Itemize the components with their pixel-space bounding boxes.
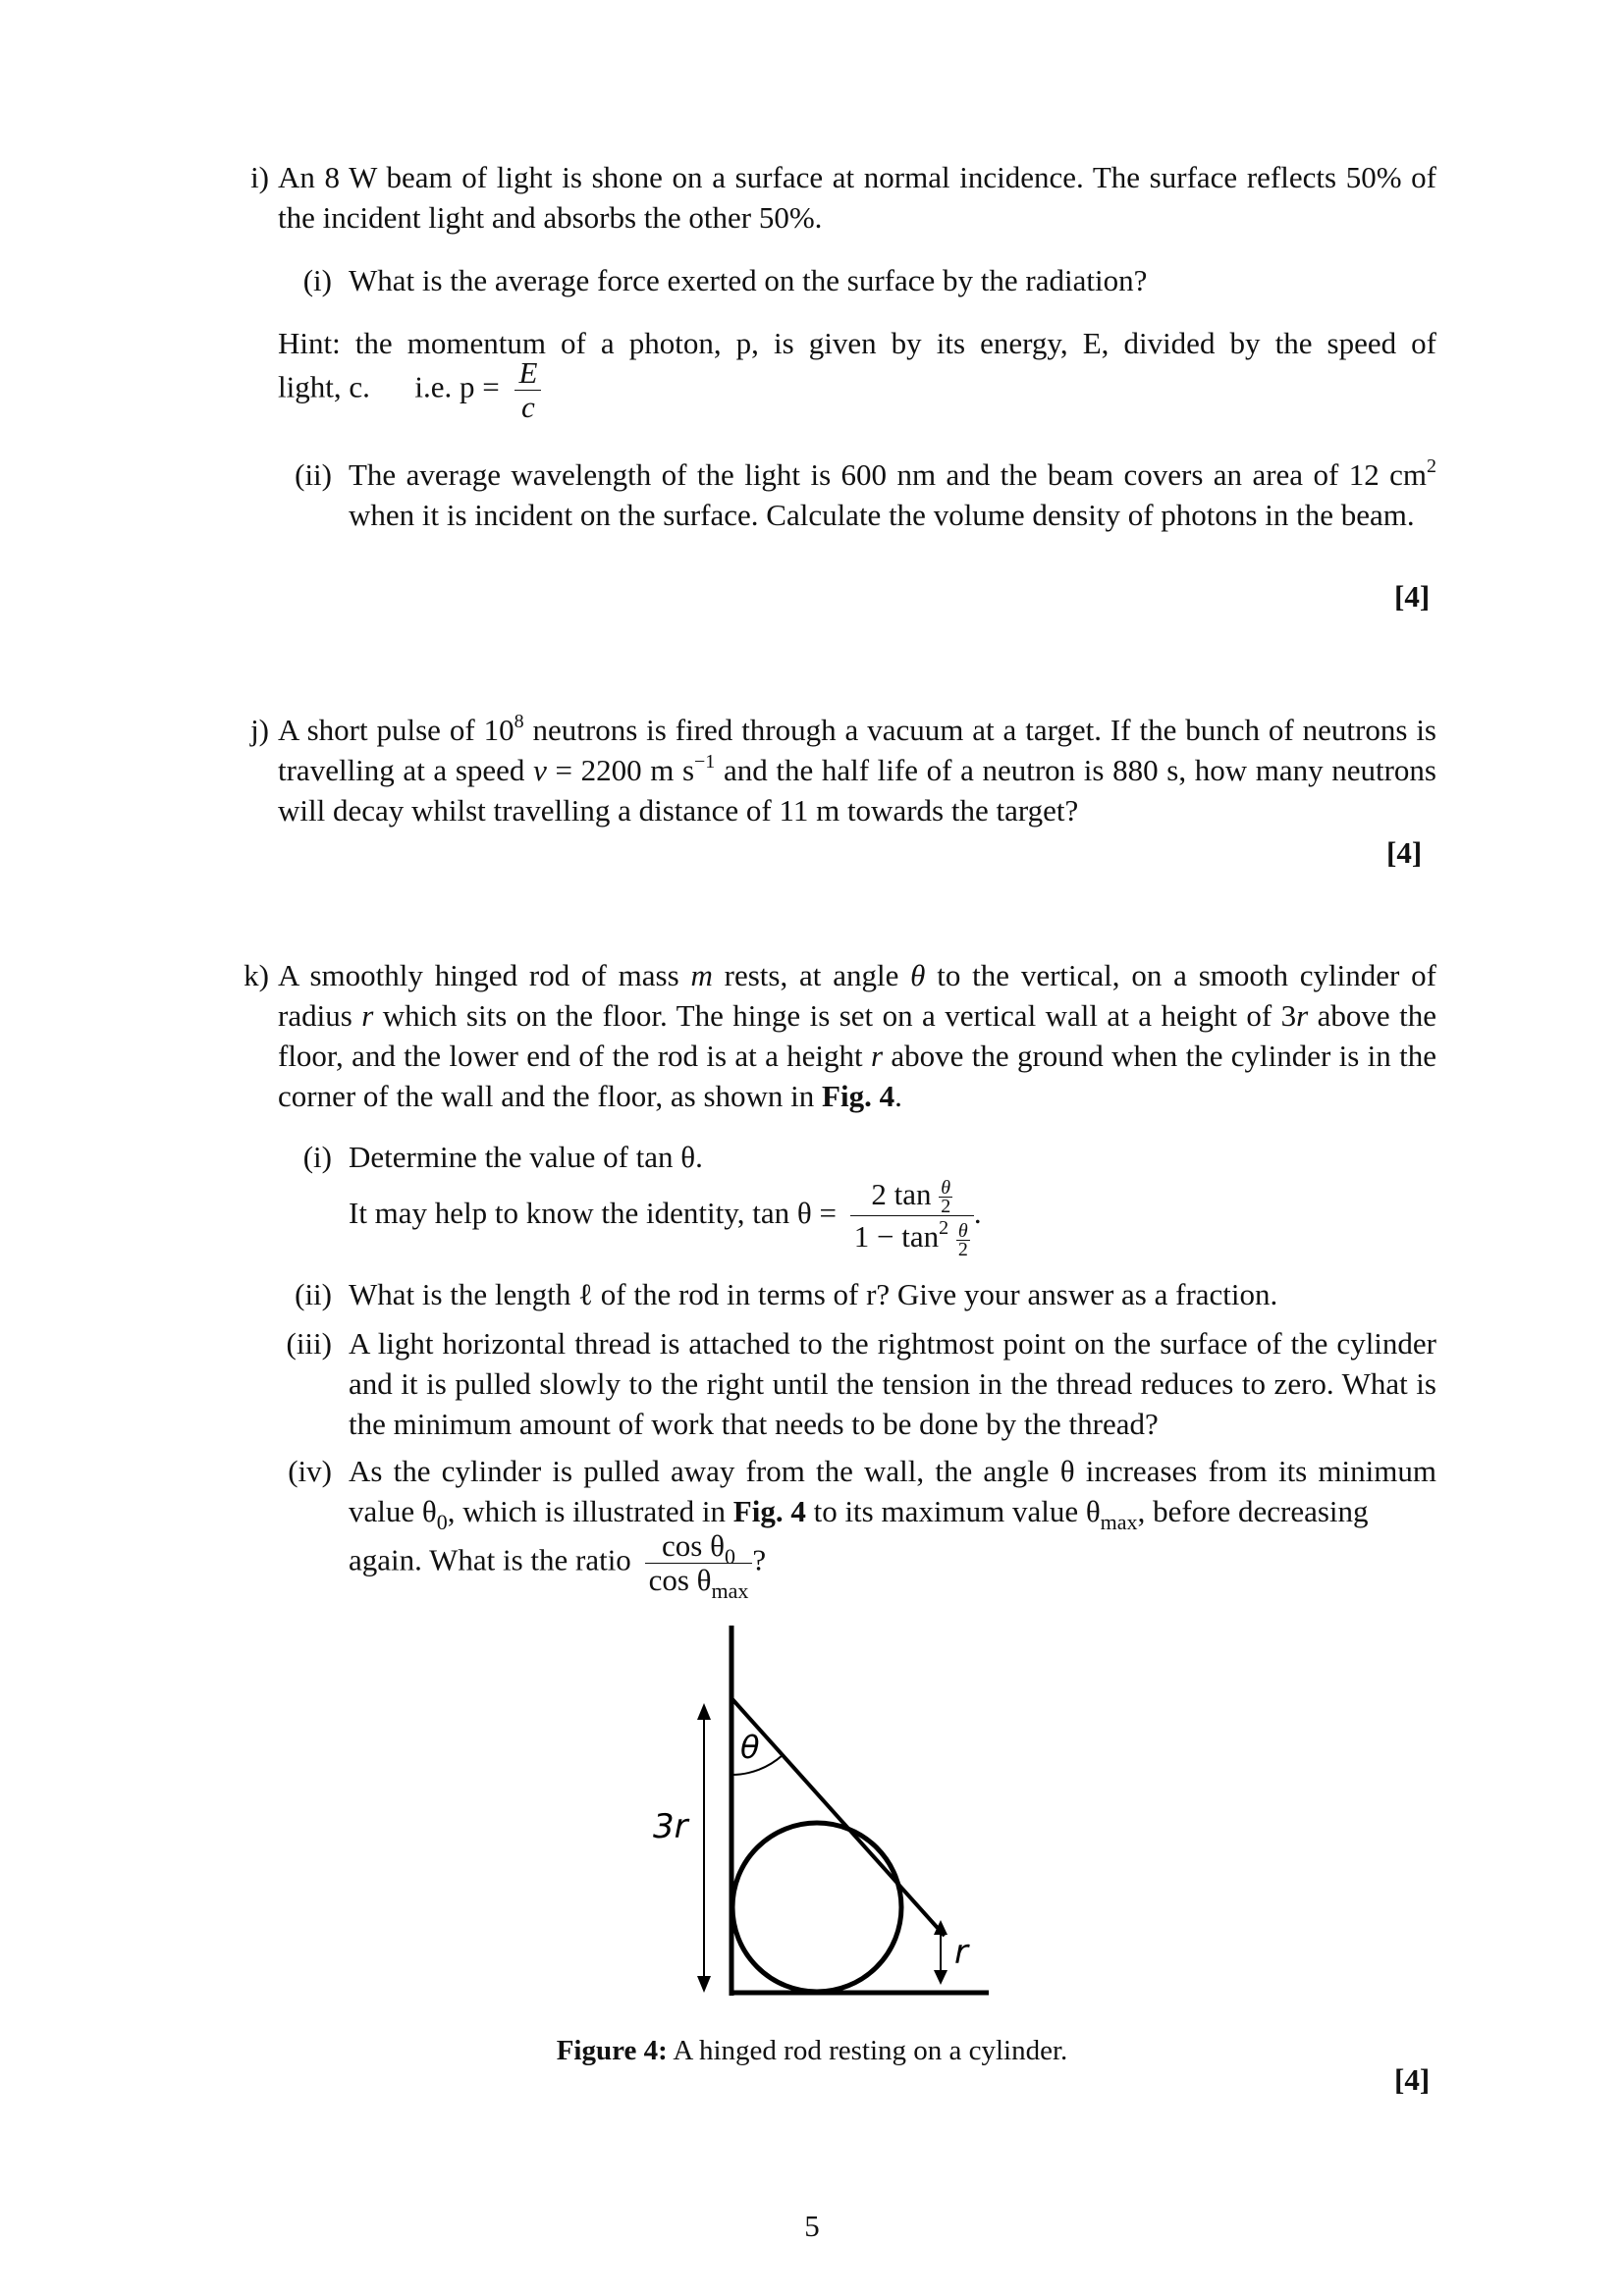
identity-denominator: $1 - \tan^2$ $\frac{\theta}{2}$: [853, 1217, 968, 1260]
question-k-part-ii-label: (ii): [295, 1277, 332, 1311]
question-k-marks: [4]: [1394, 2062, 1431, 2097]
question-j-marks: [4]: [1386, 835, 1423, 870]
question-j-label: j): [250, 713, 269, 747]
figure-label-r: r: [954, 1933, 968, 1972]
qj-sup: 8: [514, 711, 524, 732]
qk-intro-f: above the ground when the cylinder is in the corner of the wall and the floor, as shown in: [278, 1039, 1436, 1113]
part-ii-sup: 2: [1427, 455, 1436, 477]
caption-text: A hinged rod resting on a cylinder.: [673, 2035, 1068, 2066]
question-i-intro: An 8 W beam of light is shone on a surface at normal incidence. The surface reflects 50% of the incident light and absorbs the other 50%.: [278, 160, 1436, 235]
qk-intro-g: .: [894, 1079, 902, 1113]
question-i-part-ii-label: (ii): [295, 457, 332, 492]
qj-text-b: neutrons is fired through a vacuum at a target. If the bunch of neutrons is travelling at a speed: [278, 713, 1436, 787]
qk-p4-b: , which is illustrated in: [447, 1494, 733, 1528]
qk-intro-theta: θ: [910, 958, 926, 992]
question-k-part-iii-text: A light horizontal thread is attached to the rightmost point on the surface of the cylinder and it is pulled slowly to the right until the tension in the thread reduces to zero. What is the minimum amount of work that needs to be done by the thread?: [349, 1326, 1436, 1441]
qj-sup2: −1: [694, 751, 716, 773]
qj-text-a: A short pulse of 10: [278, 713, 514, 747]
hint-fraction-numerator: E: [514, 356, 541, 391]
qk-p4-a: As the cylinder is pulled away from the wall, the angle θ increases from its minimum value θ: [349, 1454, 1436, 1528]
question-i-hint: Hint: the momentum of a photon, p, is given by its energy, E, divided by the speed of: [278, 326, 1436, 360]
r-arrow-down-head-icon: [934, 1970, 947, 1985]
qk-intro-r2: r: [1296, 998, 1309, 1033]
identity-period: .: [973, 1196, 982, 1230]
ratio-question-mark: ?: [752, 1542, 767, 1577]
question-k-part-ii-text: What is the length ℓ of the rod in terms of r? Give your answer as a fraction.: [349, 1277, 1278, 1311]
hint-light-c: light, c.: [278, 369, 370, 404]
half-angle-den: $\frac{\theta}{2}$: [957, 1219, 968, 1260]
question-k-part-i-label: (i): [302, 1140, 332, 1174]
rod-line: [731, 1698, 945, 1936]
qj-v: v: [533, 753, 547, 787]
question-k-part-i-text: Determine the value of tan θ.: [349, 1140, 703, 1174]
qk-intro-e: above the floor, and the lower end of the rod is at a height: [278, 998, 1436, 1073]
qk-intro-a: A smoothly hinged rod of mass: [278, 958, 691, 992]
question-i-part-i-label: (i): [302, 263, 332, 297]
part-ii-text-a: The average wavelength of the light is 600 nm and the beam covers an area of 12 cm: [349, 457, 1427, 492]
figure-label-3r: 3r: [653, 1807, 688, 1846]
question-i-part-i-text: What is the average force exerted on the surface by the radiation?: [349, 263, 1148, 297]
qk-intro-r: r: [361, 998, 374, 1033]
qk-p4-c: to its maximum value θ: [805, 1494, 1101, 1528]
question-k-part-iv-label: (iv): [288, 1454, 332, 1488]
qk-p4-submax: max: [1100, 1510, 1138, 1534]
ratio-lead: again. What is the ratio: [349, 1542, 631, 1577]
question-k-part-iii-label: (iii): [286, 1326, 332, 1361]
caption-bold: Figure 4:: [556, 2035, 668, 2066]
qk-intro-b: rests, at angle: [712, 958, 911, 992]
identity-numerator: 2 tan $\frac{\theta}{2}$: [850, 1174, 974, 1216]
qk-p4-sub0: 0: [436, 1510, 448, 1534]
qk-intro-c: to the vertical, on a smooth cylinder of radius: [278, 958, 1436, 1033]
figure-4-caption: [0, 2031, 1624, 2071]
qj-text-d: and the half life of a neutron is 880 s, how many neutrons will decay whilst travelling a distance of 11 m towards the target?: [278, 753, 1436, 828]
qk-intro-fig: Fig. 4: [822, 1079, 895, 1113]
question-k-label: k): [244, 958, 269, 992]
identity-lhs: It may help to know the identity, tan θ =: [349, 1196, 837, 1230]
qk-intro-r3: r: [871, 1039, 884, 1073]
half-angle-num: $\frac{\theta}{2}$: [941, 1177, 951, 1218]
qk-intro-d: which sits on the floor. The hinge is set on a vertical wall at a height of 3: [373, 998, 1297, 1033]
hint-fraction-denominator: c: [521, 390, 535, 424]
figure-label-theta: θ: [740, 1729, 760, 1766]
question-i-marks: [4]: [1394, 579, 1431, 614]
ratio-numerator: $\cos \theta_0$: [645, 1529, 753, 1564]
ratio-denominator: $\cos \theta_{max}$: [648, 1563, 749, 1603]
qj-text-c: = 2200 m s: [546, 753, 695, 787]
hint-ie-formula: i.e. p =: [414, 369, 500, 404]
qk-p4-d: , before decreasing: [1137, 1494, 1369, 1528]
page-number: 5: [804, 2209, 820, 2243]
qk-p4-fig: Fig. 4: [732, 1494, 806, 1528]
qk-intro-m: m: [690, 958, 713, 992]
part-ii-text-b: when it is incident on the surface. Calculate the volume density of photons in the beam.: [349, 498, 1415, 532]
arrow-up-head-icon: [697, 1703, 711, 1720]
cylinder-circle: [732, 1823, 901, 1992]
question-i-label: i): [250, 160, 269, 194]
arrow-down-head-icon: [697, 1976, 711, 1993]
